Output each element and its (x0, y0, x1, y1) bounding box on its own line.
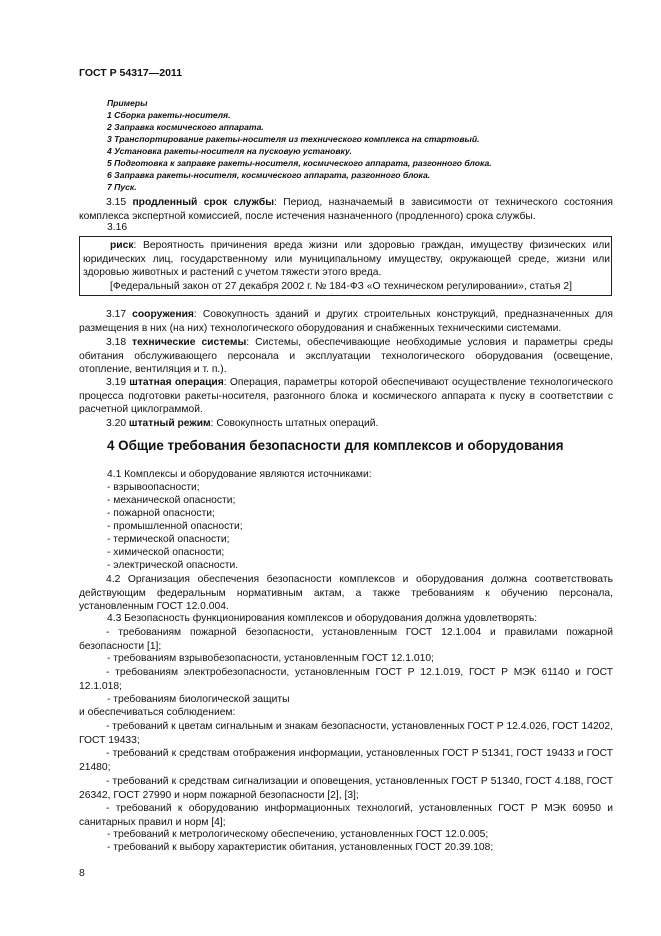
requirement-item: - требований к оборудованию информационных технологий, установленных ГОСТ Р МЭК 60950 и санитарных правил и норм [4]; (79, 803, 613, 828)
section-4-heading: 4 Общие требования безопасности для комплексов и оборудования (107, 438, 564, 453)
term-3-16: риск: Вероятность причинения вреда жизни или здоровью граждан, имуществу физических или юридических лиц, государственному или муниципальному имуществу, окружающей среде, жизни или здоровью животных и растений с учетом тяжести этого вреда. (83, 240, 610, 279)
hazard-item: - пожарной опасности; (107, 508, 215, 519)
examples-title: Примеры (107, 98, 148, 108)
requirement-item: - требований к выбору характеристик обитания, установленных ГОСТ 20.39.108; (107, 842, 494, 853)
requirement-item: - требованиям биологической защиты (107, 694, 290, 705)
term-3-18: 3.18 технические системы: Системы, обеспечивающие необходимые условия и параметры среды обитания обслуживающего персонала и эксплуатации технологического оборудования (освещение, отопление, вентиляция и т. п.). (79, 337, 613, 376)
requirement-item: - требований к средствам сигнализации и оповещения, установленных ГОСТ Р 51340, ГОСТ 4.188, ГОСТ 26342, ГОСТ 27990 и норм пожарной безопасности [2], [3]; (79, 776, 613, 801)
requirement-item: - требований к цветам сигнальным и знакам безопасности, установленных ГОСТ Р 12.4.026, ГОСТ 14202, ГОСТ 19433; (79, 721, 613, 746)
clause-4-1-lead: 4.1 Комплексы и оборудование являются источниками: (107, 469, 372, 480)
example-item: 3 Транспортирование ракеты-носителя из технического комплекса на стартовый. (107, 134, 480, 144)
clause-4-3-lead: 4.3 Безопасность функционирования комплексов и оборудования должна удовлетворять: (107, 613, 538, 624)
example-item: 6 Заправка ракеты-носителя, космического аппарата, разгонного блока. (107, 170, 431, 180)
requirement-item: - требований к средствам отображения информации, установленных ГОСТ Р 51341, ГОСТ 19433 и ГОСТ 21480; (79, 748, 613, 773)
hazard-item: - химической опасности; (107, 547, 225, 558)
requirement-item: - требованиям взрывобезопасности, установленным ГОСТ 12.1.010; (107, 653, 434, 664)
requirement-item: - требований к метрологическому обеспечению, установленных ГОСТ 12.0.005; (107, 829, 489, 840)
page-number: 8 (79, 867, 85, 879)
requirement-item: - требованиям электробезопасности, установленным ГОСТ Р 12.1.019, ГОСТ Р МЭК 61140 и ГОСТ 12.1.018; (79, 667, 613, 692)
term-3-16-source: [Федеральный закон от 27 декабря 2002 г. № 184-ФЗ «О техническом регулировании», статья 2] (110, 281, 572, 292)
example-item: 2 Заправка космического аппарата. (107, 122, 264, 132)
hazard-item: - механической опасности; (107, 495, 236, 506)
term-3-20: 3.20 штатный режим: Совокупность штатных операций. (106, 418, 379, 429)
risk-definition-box (79, 236, 612, 296)
hazard-item: - термической опасности; (107, 534, 230, 545)
term-3-19: 3.19 штатная операция: Операция, параметры которой обеспечивают осуществление технологического процесса подготовки ракеты-носителя, разгонного блока и космического аппарата к пуску в соответствии с расчетной циклограммой. (79, 377, 613, 416)
requirement-item: - требованиям пожарной безопасности, установленным ГОСТ 12.1.004 и правилами пожарной безопасности [1]; (79, 627, 613, 652)
hazard-item: - взрывоопасности; (107, 482, 200, 493)
clause-4-2: 4.2 Организация обеспечения безопасности комплексов и оборудования должна соответствовать действующим федеральным нормативным актам, а также требованиям к обучению персонала, установленным ГОСТ 12.0.004. (79, 574, 613, 613)
hazard-item: - электрической опасности. (107, 560, 239, 571)
requirement-intro: и обеспечиваться соблюдением: (79, 707, 236, 718)
term-3-15: 3.15 продленный срок службы: Период, назначаемый в зависимости от технического состояния комплекса экспертной комиссией, после истечения назначенного (продленного) срока службы. (79, 197, 614, 222)
term-3-17: 3.17 сооружения: Совокупность зданий и других строительных конструкций, предназначенных для размещения в них (на них) технологического оборудования и снабженных техническими системами. (79, 309, 613, 334)
hazard-item: - промышленной опасности; (107, 521, 243, 532)
example-item: 7 Пуск. (107, 182, 137, 192)
example-item: 1 Сборка ракеты-носителя. (107, 110, 231, 120)
document-header: ГОСТ Р 54317—2011 (79, 67, 183, 79)
term-3-16-number: 3.16 (107, 222, 128, 233)
example-item: 4 Установка ракеты-носителя на пусковую установку. (107, 146, 352, 156)
example-item: 5 Подготовка к заправке ракеты-носителя, космического аппарата, разгонного блока. (107, 158, 492, 168)
